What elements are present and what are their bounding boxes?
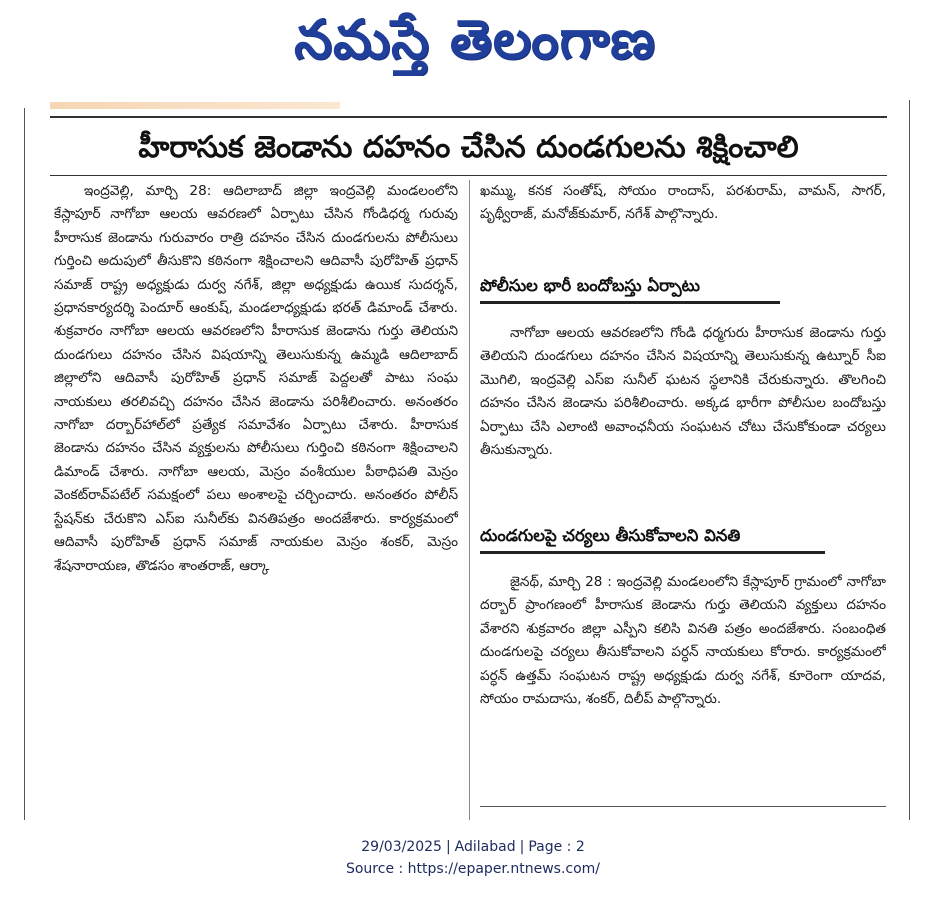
article-paragraph: ఇంద్రవెల్లి, మార్చి 28: ఆదిలాబాద్ జిల్లా ఇంద్రవెల్లి మండలంలోని కేస్లాపూర్ నాగోబా ఆలయ ఆవరణలో ఏర్పాటు చేసిన గోండిధర్మ గురువు హీరాసుక జెండాను గురువారం రాత్రి దహనం చేసిన దుండగులను పోలీసులు గుర్తించి అదుపులో తీసుకొని కఠినంగా శిక్షించాలని ఆదివాసీ పురోహిత్ ప్రధాన్ సమాజ్ రాష్ట్ర అధ్యక్షుడు దుర్వ నగేశ్, జిల్లా అధ్యక్షుడు ఉయిక సుదర్శన్, ప్రధానకార్యదర్శి పెందూర్ ఆంకుష్, మండలాధ్యక్షుడు భరత్ డిమాండ్ చేశారు. శుక్రవారం నాగోబా ఆలయ ఆవరణలోని హీరాసుక జెండాను గుర్తు తెలియని దుండగులు దహనం చేసిన విషయాన్ని తెలుసుకున్న ఉమ్మడి ఆదిలాబాద్ జిల్లాలోని ఆదివాసీ పురోహిత్ ప్రధాన్ సమాజ్ పెద్దలతో పాటు సంఘ నాయకులు తరలివచ్చి దహనం చేసిన జెండాను పరిశీలించారు. అనంతరం నాగోబా దర్బార్‌హాల్‌లో ప్రత్యేక సమావేశం ఏర్పాటు చేశారు. హీరాసుక జెండాను దహనం చేసిన వ్యక్తులను పోలీసులు గుర్తించి కఠినంగా శిక్షించాలని డిమాండ్ చేశారు. నాగోబా ఆలయ, మెస్రం వంశీయుల పీఠాధిపతి మెస్రం వెంకట్‌రావ్‌పటేల్ సమక్షంలో పలు అంశాలపై చర్చించారు. అనంతరం పోలీస్ స్టేషన్‌కు చేరుకొని ఎస్ఐ సునీల్‌కు వినతిపత్రం అందజేశారు. కార్యక్రమంలో ఆదివాసీ పురోహిత్ ప్రధాన్ సమాజ్ నాయకుల మెస్రం శంకర్, మెస్రం శేషనారాయణ, తొడసం శాంతరాజ్, ఆర్కా — [54, 183, 458, 574]
decorative-strip — [50, 102, 340, 109]
article-paragraph: జైనథ్, మార్చి 28 : ఇంద్రవెల్లి మండలంలోని కేస్లాపూర్ గ్రామంలో నాగోబా దర్బార్ ప్రాంగణంలో హీరాసుక జెండాను గుర్తు తెలియని వ్యక్తులు దహనం వేశారని శుక్రవారం జిల్లా ఎస్పీని కలిసి వినతి పత్రం అందజేశారు. సంబంధిత దుండగులపై చర్యలు తీసుకోవాలని పర్ధన్ నాయకులు కోరారు. కార్యక్రమంలో పర్ధన్ ఉత్తమ్ సంఘటన రాష్ట్ర అధ్యక్షుడు దుర్వ నగేశ్, కూరెంగా యాదవ, సోయం రామదాసు, శంకర్, దిలీప్ పాల్గొన్నారు. — [480, 574, 886, 708]
article-column-1 — [54, 180, 458, 820]
article-paragraph: నాగోబా ఆలయ ఆవరణలోని గోండి ధర్మగురు హీరాసుక జెండాను గుర్తు తెలియని దుండగులు దహనం చేసిన విషయాన్ని తెలుసుకున్న ఉట్నూర్ సీఐ మొగిలి, ఇంద్రవెల్లి ఎస్ఐ సునీల్ ఘటన స్థలానికి చేరుకున్నారు. తొలగించి దహనం చేసిన జెండాను పరిశీలించారు. అక్కడ భారీగా పోలీసుల బందోబస్తు ఏర్పాటు చేసి ఎలాంటి అవాంఛనీయ సంఘటన చోటు చేసుకోకుండా చర్యలు తీసుకున్నారు. — [480, 325, 886, 459]
footer-source: Source : https://epaper.ntnews.com/ — [345, 861, 601, 877]
article-column-2-section-1 — [480, 322, 886, 512]
masthead — [0, 0, 946, 80]
footer-page: Page : 2 — [528, 839, 585, 855]
bottom-rule — [480, 806, 886, 807]
next-article-headline-cropped — [540, 810, 810, 822]
article-column-2-section-2 — [480, 571, 886, 811]
article-headline: హీరాసుక జెండాను దహనం చేసిన దుండగులను శిక్షించాలి — [138, 130, 799, 165]
left-column-rule — [24, 108, 25, 820]
footer-edition: Adilabad — [454, 839, 516, 855]
article-column-2-continuation — [480, 180, 886, 274]
subheading-police-bandobast: పోలీసుల భారీ బందోబస్తు ఏర్పాటు — [480, 271, 780, 304]
article-top-rule — [50, 116, 887, 118]
footer-date: 29/03/2025 — [361, 839, 442, 855]
footer-info — [0, 836, 946, 858]
page-footer — [0, 836, 946, 880]
footer-separator: | — [519, 839, 525, 855]
right-column-rule — [909, 100, 910, 820]
article-paragraph: ఖమ్ము, కనక సంతోష్, సోయం రాందాస్, పరశురామ్, వామన్, సాగర్, పృథ్వీరాజ్, మనోజ్‌కుమార్, నగేశ్ పాల్గొన్నారు. — [480, 183, 886, 223]
headline-rule — [50, 175, 887, 176]
footer-separator: | — [445, 839, 451, 855]
newspaper-logo: నమస్తే తెలంగాణ — [294, 8, 656, 71]
column-divider — [469, 180, 470, 820]
subheading-petition: దుండగులపై చర్యలు తీసుకోవాలని వినతి — [480, 521, 825, 554]
